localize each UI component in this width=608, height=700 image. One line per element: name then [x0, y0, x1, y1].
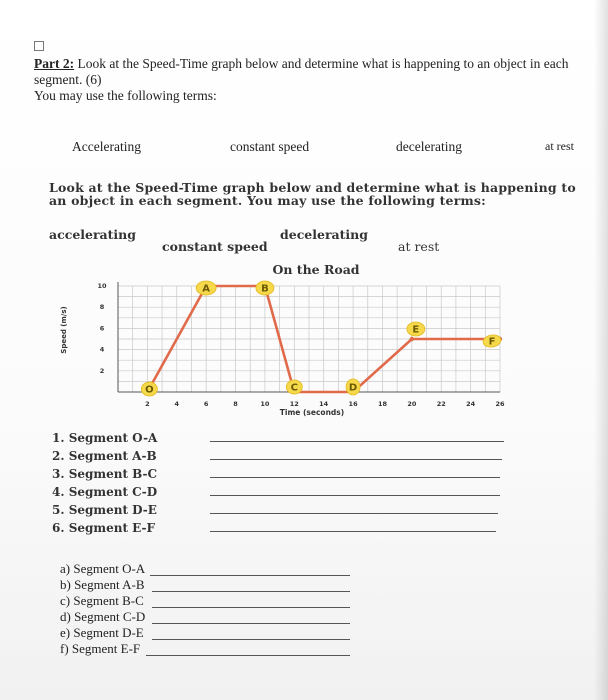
y-tick-label: 4: [99, 345, 105, 354]
answer-line-4[interactable]: [210, 495, 500, 496]
term-at-rest: at rest: [545, 139, 574, 153]
segment-item: 3. Segment B-C: [52, 467, 158, 481]
answer-line-3[interactable]: [210, 477, 500, 478]
point-label: D: [348, 382, 358, 394]
point-label: B: [261, 283, 269, 295]
segment-item: 2. Segment A-B: [52, 449, 157, 463]
point-label: F: [488, 336, 496, 348]
x-tick-label: 2: [145, 400, 150, 408]
x-tick-label: 18: [377, 400, 387, 408]
segment-item: 5. Segment D-E: [52, 503, 157, 517]
x-tick-label: 16: [348, 400, 358, 408]
term-accelerating: Accelerating: [72, 139, 141, 154]
x-tick-label: 8: [233, 400, 238, 408]
x-axis-label: Time (seconds): [279, 408, 345, 417]
ws-term-decelerating: decelerating: [280, 227, 368, 242]
answer-item: d) Segment C-D: [60, 609, 146, 624]
x-tick-label: 14: [319, 400, 329, 408]
answer-blank-e[interactable]: [152, 639, 350, 640]
part-instructions-text: Look at the Speed-Time graph below and determine what is happening to an object in each segment. (6): [34, 56, 569, 87]
answer-line-2[interactable]: [210, 459, 502, 460]
answer-item: c) Segment B-C: [60, 593, 144, 608]
x-tick-label: 26: [495, 400, 505, 408]
y-tick-label: 6: [99, 324, 105, 333]
answer-blank-f[interactable]: [146, 655, 350, 656]
x-tick-label: 22: [436, 400, 446, 408]
terms-note: You may use the following terms:: [34, 88, 217, 103]
point-label: C: [290, 382, 298, 394]
answer-blank-d[interactable]: [152, 623, 350, 624]
answer-item: f) Segment E-F: [60, 641, 141, 656]
y-tick-label: 10: [97, 282, 107, 290]
x-tick-label: 24: [466, 400, 476, 408]
chart-title: On the Road: [272, 262, 360, 277]
part-label: Part 2:: [34, 56, 75, 71]
answer-blank-a[interactable]: [150, 575, 350, 576]
answer-item: a) Segment O-A: [60, 561, 146, 576]
ws-term-at-rest: at rest: [398, 239, 440, 254]
answer-item: e) Segment D-E: [60, 625, 144, 640]
term-decelerating: decelerating: [396, 139, 462, 154]
worksheet-instructions: Look at the Speed-Time graph below and determine what is happening to an object in each segment. You may use the following terms:: [49, 180, 576, 208]
answer-blank-b[interactable]: [152, 591, 350, 592]
data-point: [410, 337, 414, 341]
segment-item: 1. Segment O-A: [52, 431, 158, 445]
point-label: O: [145, 384, 154, 396]
segment-list: [52, 429, 157, 537]
y-axis-label: Speed (m/s): [60, 306, 68, 354]
x-tick-label: 12: [289, 400, 299, 408]
answer-line-1[interactable]: [210, 441, 504, 442]
y-tick-label: 8: [99, 303, 105, 312]
point-label: E: [412, 324, 420, 336]
ws-term-accelerating: accelerating: [49, 227, 137, 242]
y-tick-label: 2: [99, 366, 105, 375]
answer-line-6[interactable]: [210, 531, 496, 532]
answer-blank-c[interactable]: [152, 607, 350, 608]
x-tick-label: 10: [260, 400, 270, 408]
segment-item: 6. Segment E-F: [52, 521, 156, 535]
answer-list: [60, 561, 145, 657]
point-label: A: [202, 283, 211, 295]
x-tick-label: 4: [174, 400, 180, 408]
x-tick-label: 6: [203, 400, 209, 408]
answer-line-5[interactable]: [210, 513, 498, 514]
x-tick-label: 20: [407, 400, 417, 408]
term-constant-speed: constant speed: [230, 139, 310, 154]
ws-term-constant-speed: constant speed: [162, 239, 268, 254]
answer-item: b) Segment A-B: [60, 577, 145, 592]
segment-item: 4. Segment C-D: [52, 485, 158, 499]
